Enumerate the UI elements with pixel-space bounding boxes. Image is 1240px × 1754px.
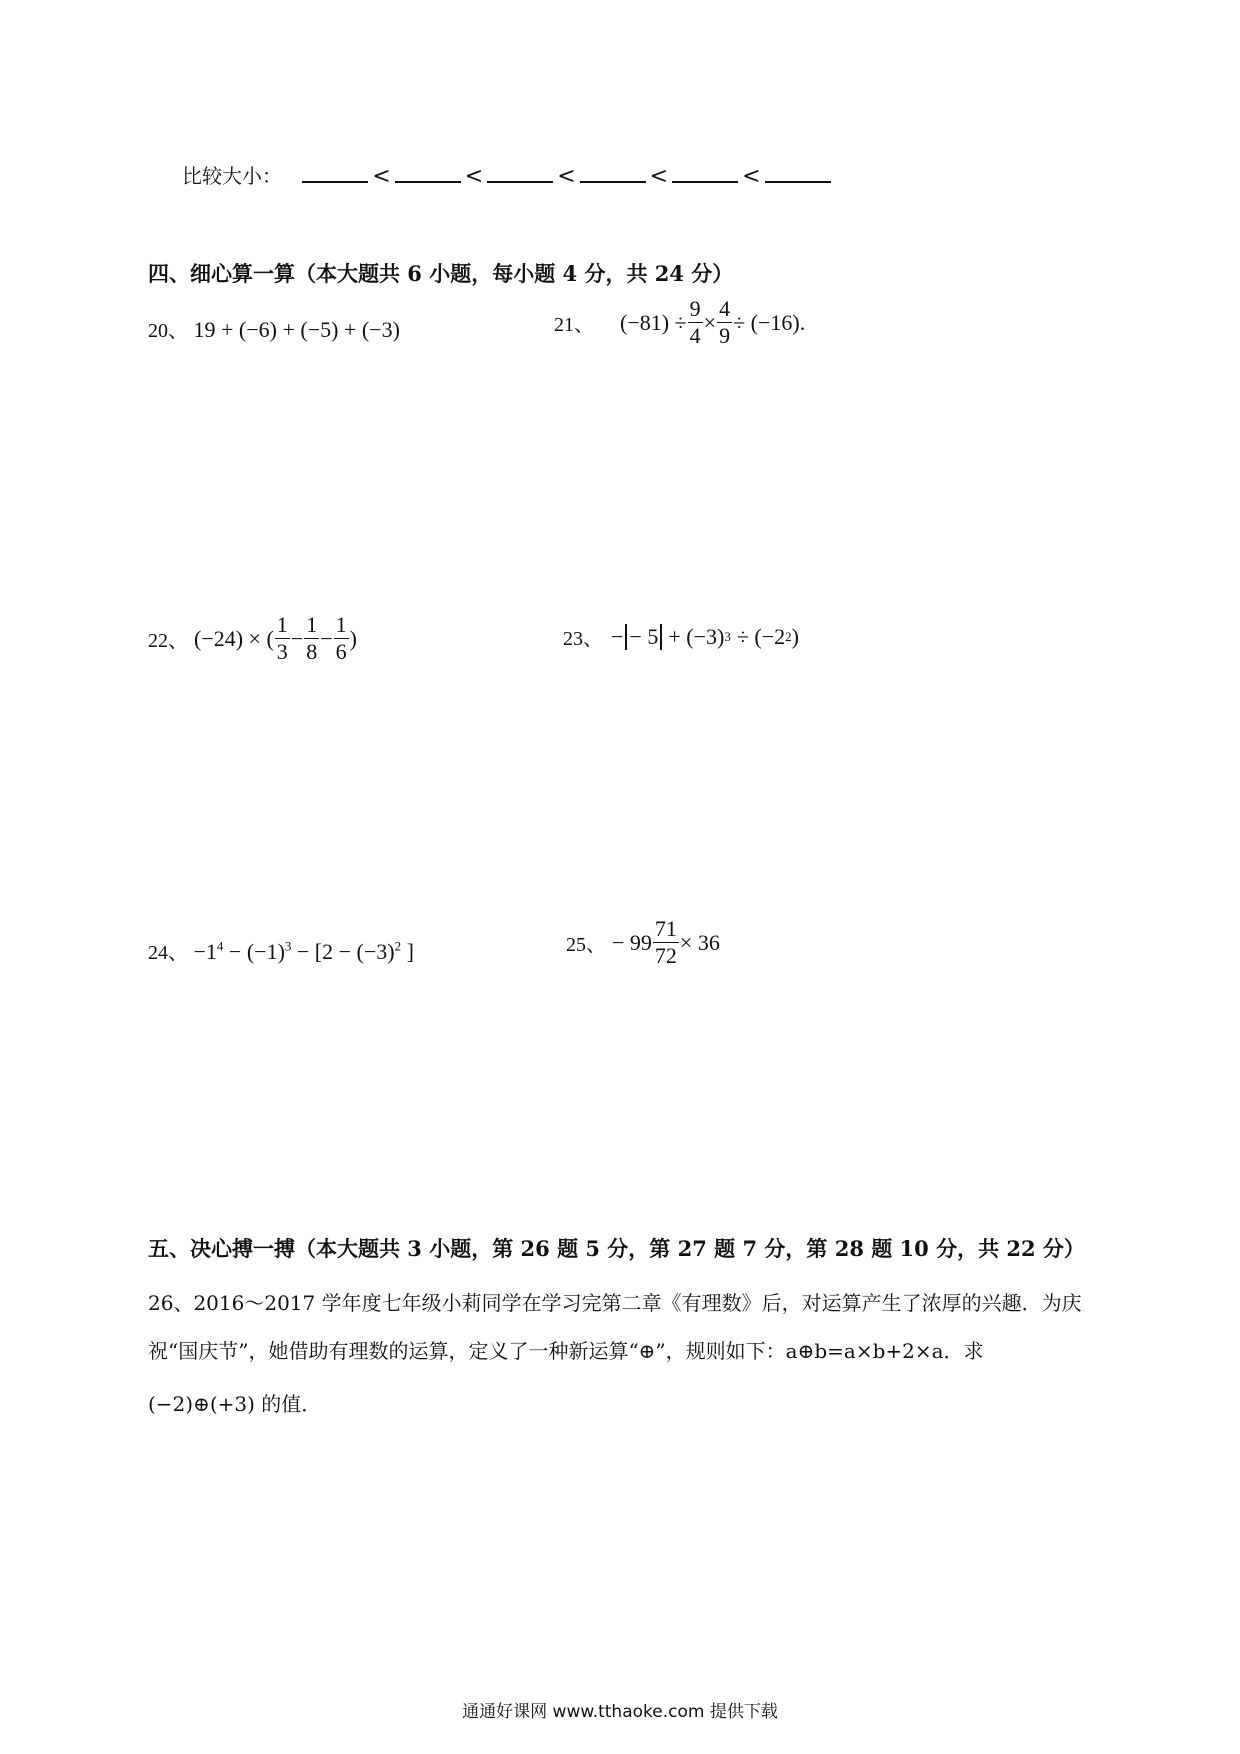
answer-blank[interactable] xyxy=(302,161,368,183)
expr-part: ÷ (−2 xyxy=(736,623,786,649)
question-number: 21、 xyxy=(554,314,594,336)
question-26-line3: (−2)⊕(+3) 的值． xyxy=(148,1392,322,1416)
expr-part: (−24) × ( xyxy=(194,625,274,651)
answer-blank[interactable] xyxy=(672,161,738,183)
question-23 xyxy=(563,622,799,651)
answer-blank[interactable] xyxy=(487,161,553,183)
expr-part: −1 xyxy=(193,939,217,964)
expr-part: − 5 xyxy=(629,623,659,649)
fraction: $\frac{9}{4}$ xyxy=(689,296,701,348)
fraction: $\frac{1}{3}$ xyxy=(276,612,288,664)
question-number: 24、 xyxy=(148,942,188,964)
expr-part: − [2 − (−3) xyxy=(296,939,395,964)
question-number: 22、 xyxy=(148,630,188,652)
exponent: 4 xyxy=(216,938,224,954)
exponent: 2 xyxy=(785,628,792,644)
expr-part: + (−3) xyxy=(668,623,725,649)
expr-part: ) xyxy=(349,625,357,651)
question-26-line1: 26、2016～2017 学年度七年级小莉同学在学习完第二章《有理数》后，对运算产生了浓厚的兴趣．为庆 xyxy=(148,1291,1082,1315)
expr-part: − xyxy=(611,623,624,649)
absolute-bar xyxy=(625,624,627,650)
expr-part: × xyxy=(703,309,717,335)
question-25 xyxy=(566,916,720,969)
fraction: $\frac{71}{72}$ xyxy=(654,916,677,968)
question-22 xyxy=(148,612,357,665)
question-number: 23、 xyxy=(563,628,603,650)
expr-part: − xyxy=(290,625,304,651)
fraction: $\frac{1}{6}$ xyxy=(335,612,347,664)
absolute-bar xyxy=(660,624,662,650)
question-26-line2: 祝“国庆节”，她借助有理数的运算，定义了一种新运算“⊕”，规则如下：a⊕b=a×b+2×a．求 xyxy=(148,1339,984,1363)
expr-part: ÷ (−16). xyxy=(733,309,806,335)
exponent: 3 xyxy=(724,628,731,644)
fraction: $\frac{1}{8}$ xyxy=(306,612,318,664)
footer-credit: 通通好课网 www.tthaoke.com 提供下载 xyxy=(462,1702,778,1722)
expr-part: × 36 xyxy=(679,929,720,955)
exponent: 2 xyxy=(394,938,402,954)
compare-row xyxy=(182,160,831,189)
compare-label: 比较大小： xyxy=(182,164,282,188)
expr-part: − (−1) xyxy=(228,939,285,964)
less-than-sign: < xyxy=(557,164,576,189)
less-than-sign: < xyxy=(649,164,669,189)
fraction: $\frac{4}{9}$ xyxy=(719,296,731,348)
question-21 xyxy=(554,296,805,349)
less-than-sign: < xyxy=(464,164,484,189)
expr-part: ] xyxy=(406,939,414,964)
expr-part: − xyxy=(320,625,333,651)
answer-blank[interactable] xyxy=(395,161,461,183)
exponent: 3 xyxy=(284,938,292,954)
section5-title: 五、决心搏一搏（本大题共 3 小题，第 26 题 5 分，第 27 题 7 分，第 28 题 10 分，共 22 分） xyxy=(148,1236,1085,1261)
question-number: 25、 xyxy=(566,934,606,956)
answer-blank[interactable] xyxy=(765,161,831,183)
question-24 xyxy=(148,936,414,965)
question-20 xyxy=(148,314,400,343)
question-number: 20、 xyxy=(148,320,188,342)
question-expression: 19 + (−6) + (−5) + (−3) xyxy=(193,317,400,342)
less-than-sign: < xyxy=(742,164,761,189)
less-than-sign: < xyxy=(372,164,391,189)
expr-part: ) xyxy=(791,623,799,649)
answer-blank[interactable] xyxy=(580,161,646,183)
section4-title: 四、细心算一算（本大题共 6 小题，每小题 4 分，共 24 分） xyxy=(148,261,734,286)
expr-part: − 99 xyxy=(612,929,652,955)
expr-part: (−81) ÷ xyxy=(620,309,687,335)
